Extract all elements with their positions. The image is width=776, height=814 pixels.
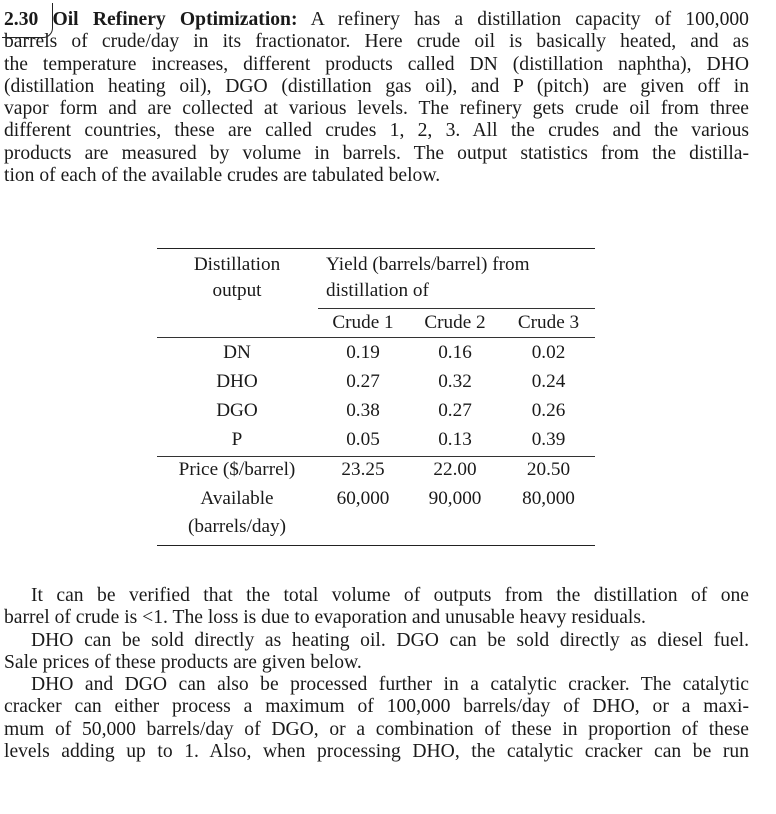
table-cell: 0.16	[438, 342, 472, 363]
intro-line: the temperature increases, different products called DN (distillation naphtha), DHO	[4, 53, 749, 75]
header-distillation: Distillation	[193, 254, 281, 275]
table-cell: 0.27	[346, 371, 380, 392]
intro-line: barrels of crude/day in its fractionator. Here crude oil is basically heated, and as	[4, 31, 749, 53]
row-label-dgo: DGO	[216, 400, 258, 421]
available-cell: 60,000	[336, 488, 390, 509]
intro-line: tion of each of the available crudes are tabulated below.	[4, 165, 441, 187]
intro-line: different countries, these are called crudes 1, 2, 3. All the crudes and the various	[4, 120, 749, 142]
price-cell: 22.00	[433, 459, 477, 480]
row-label-dn: DN	[223, 342, 251, 363]
problem-intro	[4, 9, 749, 187]
body-line: mum of 50,000 barrels/day of DGO, or a combination of these in proportion of these	[4, 718, 749, 740]
body-line: DHO and DGO can also be processed further in a catalytic cracker. The catalytic	[31, 674, 749, 696]
body-line: Sale prices of these products are given below.	[4, 651, 362, 673]
table-cell: 0.27	[438, 400, 472, 421]
table-rule-top	[157, 248, 595, 249]
header-yield: Yield (barrels/barrel) from	[326, 254, 530, 275]
row-label-price: Price ($/barrel)	[178, 459, 296, 480]
table-cell: 0.39	[531, 429, 566, 450]
body-line: levels adding up to 1. Also, when processing DHO, the catalytic cracker can be run	[4, 741, 749, 763]
table-cell: 0.13	[438, 429, 472, 450]
body-line: It can be verified that the total volume of outputs from the distillation of one	[31, 585, 749, 606]
table-rule-bottom	[157, 545, 595, 546]
problem-number: 2.30	[4, 9, 38, 30]
table-cell: 0.32	[438, 371, 472, 392]
header-output: output	[212, 280, 262, 301]
available-cell: 80,000	[522, 488, 575, 509]
table-rule-header	[157, 337, 595, 338]
table-cell: 0.26	[531, 400, 566, 421]
price-cell: 20.50	[526, 459, 571, 480]
body-line: barrel of crude is <1. The loss is due to evaporation and unusable heavy residuals.	[4, 607, 646, 629]
intro-line: (distillation heating oil), DGO (distillation gas oil), and P (pitch) are given off in	[4, 75, 749, 97]
row-label-p: P	[231, 429, 243, 450]
intro-line: products are measured by volume in barrels. The output statistics from the distilla-	[4, 142, 749, 164]
problem-title: Oil Refinery Optimization:	[52, 9, 298, 30]
header-crude-3: Crude 3	[517, 312, 580, 333]
body-line: DHO can be sold directly as heating oil. DGO can be sold directly as diesel fuel.	[31, 629, 749, 651]
table-cell: 0.38	[346, 400, 380, 421]
intro-line: vapor form and are collected at various levels. The refinery gets crude oil from three	[4, 98, 749, 120]
table-cell: 0.05	[346, 429, 380, 450]
intro-line: A refinery has a distillation capacity of 100,000	[310, 9, 749, 30]
header-distillation-of: distillation of	[326, 280, 429, 301]
problem-body	[4, 585, 749, 763]
table-rule-price	[157, 456, 595, 457]
row-label-available-unit: (barrels/day)	[187, 516, 287, 537]
body-line: cracker can either process a maximum of 100,000 barrels/day of DHO, or a maxi-	[4, 696, 749, 718]
table-cell: 0.19	[346, 342, 380, 363]
available-cell: 90,000	[428, 488, 482, 509]
header-crude-2: Crude 2	[424, 312, 486, 333]
table-cell: 0.02	[531, 342, 566, 363]
row-label-available: Available	[200, 488, 274, 509]
row-label-dho: DHO	[216, 371, 258, 392]
header-crude-1: Crude 1	[332, 312, 394, 333]
price-cell: 23.25	[341, 459, 385, 480]
table-cell: 0.24	[531, 371, 566, 392]
table-rule-crudes	[318, 308, 595, 309]
